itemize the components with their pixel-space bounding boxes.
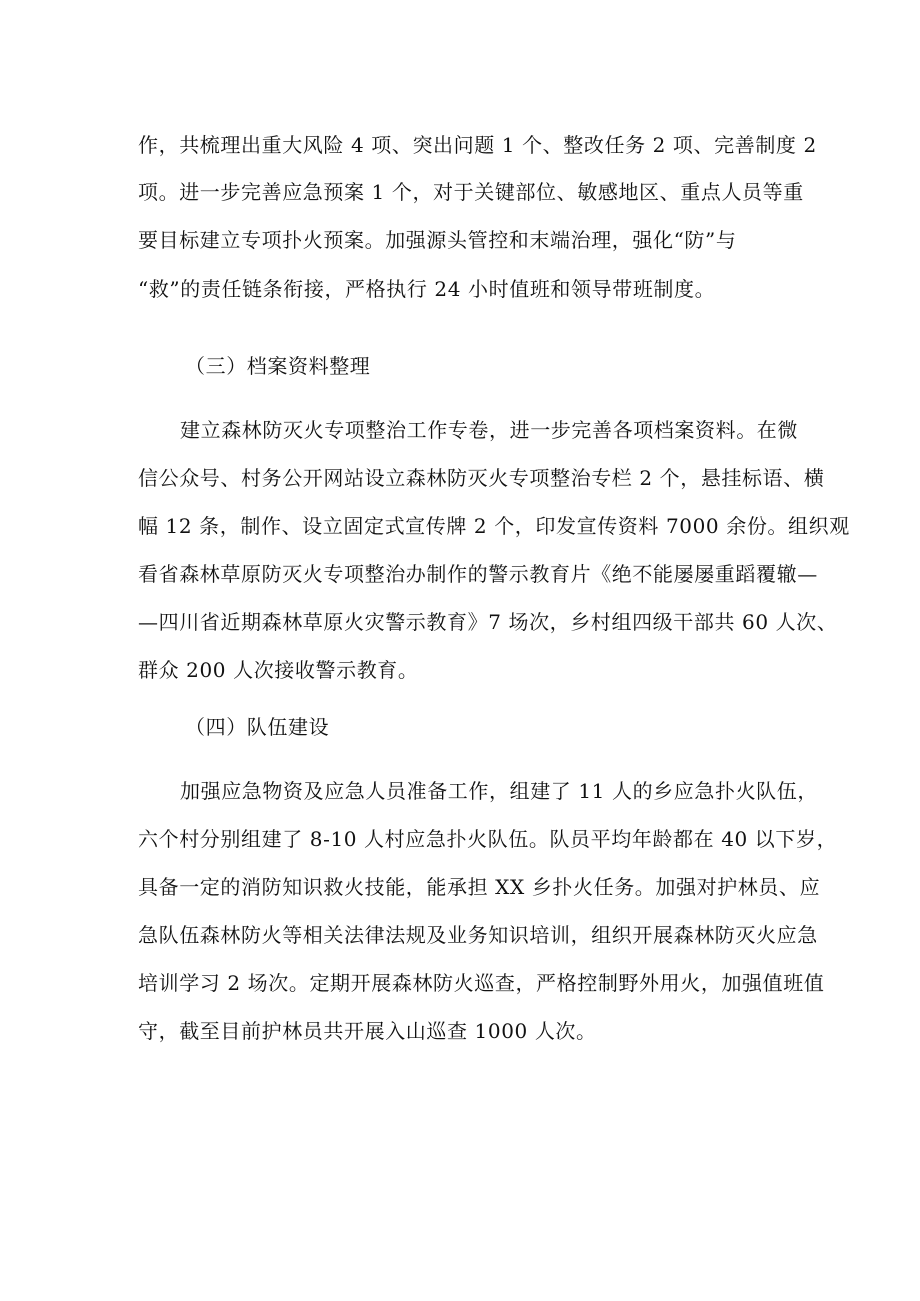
paragraph-2-line-2: 信公众号、村务公开网站设立森林防灭火专项整治专栏 2 个，悬挂标语、横	[138, 466, 825, 490]
section-heading-team-building: （四）队伍建设	[185, 715, 330, 739]
paragraph-1-line-4: “救”的责任链条衔接，严格执行 24 小时值班和领导带班制度。	[138, 277, 716, 301]
paragraph-3-line-4: 急队伍森林防火等相关法律法规及业务知识培训，组织开展森林防灭火应急	[138, 923, 818, 947]
paragraph-2-line-6: 群众 200 人次接收警示教育。	[138, 658, 419, 682]
section-heading-archives: （三）档案资料整理	[185, 354, 371, 378]
paragraph-2-line-5: —四川省近期森林草原火灾警示教育》7 场次，乡村组四级干部共 60 人次、	[138, 610, 838, 634]
paragraph-3-line-1: 加强应急物资及应急人员准备工作，组建了 11 人的乡应急扑火队伍，	[180, 779, 818, 803]
paragraph-3-line-6: 守，截至目前护林员共开展入山巡查 1000 人次。	[138, 1019, 597, 1043]
paragraph-3-line-3: 具备一定的消防知识救火技能，能承担 XX 乡扑火任务。加强对护林员、应	[138, 875, 821, 899]
paragraph-2-line-1: 建立森林防灭火专项整治工作专卷，进一步完善各项档案资料。在微	[180, 418, 798, 442]
paragraph-2-line-4: 看省森林草原防灭火专项整治办制作的警示教育片《绝不能屡屡重蹈覆辙—	[138, 562, 818, 586]
paragraph-3-line-2: 六个村分别组建了 8-10 人村应急扑火队伍。队员平均年龄都在 40 以下岁，	[138, 827, 838, 851]
paragraph-2-line-3: 幅 12 条，制作、设立固定式宣传牌 2 个，印发宣传资料 7000 余份。组织观	[138, 514, 850, 538]
paragraph-1-line-2: 项。进一步完善应急预案 1 个，对于关键部位、敏感地区、重点人员等重	[138, 180, 804, 204]
paragraph-1-line-1: 作，共梳理出重大风险 4 项、突出问题 1 个、整改任务 2 项、完善制度 2	[138, 133, 817, 157]
paragraph-3-line-5: 培训学习 2 场次。定期开展森林防火巡查，严格控制野外用火，加强值班值	[138, 971, 825, 995]
paragraph-1-line-3: 要目标建立专项扑火预案。加强源头管控和末端治理，强化“防”与	[138, 228, 737, 252]
